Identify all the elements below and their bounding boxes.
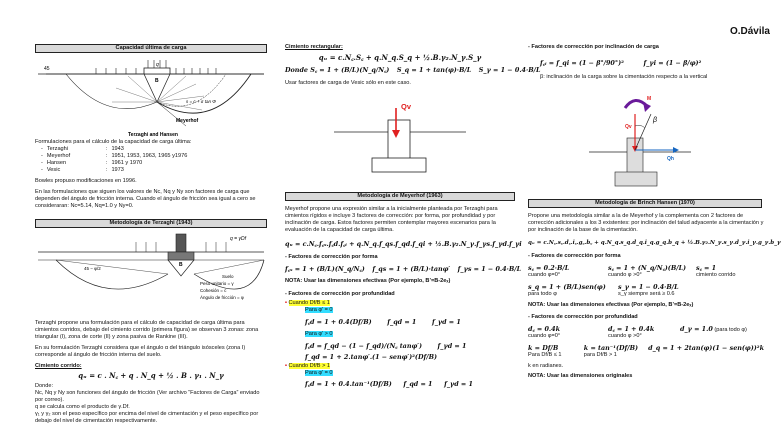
case1b-label: Para φ′ > 0 [305, 330, 333, 337]
fig-beta: β [653, 117, 657, 124]
section-title-meyerhof: Metodología de Meyerhof (1963) [285, 192, 515, 201]
depth-row-1 [305, 318, 515, 327]
sq-formula: s_q = 1 + (B/L)sen(φ) [528, 282, 606, 291]
dg-formula: d_γ = 1.0 [680, 324, 713, 333]
fgs-formula: f_γs = 1 − 0.4·B/L [457, 264, 522, 273]
k-2-formula: k = tan⁻¹(Df/B) [583, 343, 639, 352]
author-row: - Meyerhof : 1951, 1953, 1963, 1965 y1976 [41, 153, 191, 160]
cimiento-corrido-title: Cimiento corrido: [35, 362, 82, 369]
fci-formula: f꜀ᵢ = f_qi = (1 − β°/90°)² [540, 58, 624, 67]
dc-1-cond: cuando φ=0° [528, 332, 561, 339]
fqd-2: f_qd = 1 + 2.tanφ′.(1 − senφ′)²(Df/B) [305, 352, 437, 361]
fig1-q: q [156, 62, 159, 68]
bh-shape-row-2 [528, 283, 764, 298]
shape-factors-row [285, 65, 541, 75]
bh-nota-2: NOTA: Usar las dimensiones originales [528, 372, 633, 379]
bh-shape-row-1 [528, 264, 764, 279]
fcd-3: f꜀d = 1 + 0.4.tan⁻¹(Df/B) [305, 379, 392, 388]
incl-title: Factores de corrección por inclinación de carga [531, 44, 659, 50]
meyer-shape-title: Factores de corrección por forma [288, 253, 378, 260]
section-title-brinch-hansen: Metodología de Brinch Hansen (1970) [528, 199, 762, 208]
sg-cond: s_γ siempre será ≥ 0.6 [618, 290, 675, 297]
bh-formula: qᵤ = c.N꜀.s꜀.d꜀.i꜀.g꜀.b꜀ + q.N_q.s_q.d_q.i_q.g_q.b_q + ½.B.γ₂.N_γ.s_γ.d_γ.i_γ.g_γ.b_γ [528, 239, 781, 246]
sq-cond: para todo φ [528, 290, 557, 297]
fig2-suelo: Suelo [222, 274, 234, 279]
sc-2-formula: s꜀ = 1 + (N_q/N꜀)(B/L) [608, 263, 687, 272]
k-1-cond: Para Df/B ≤ 1 [528, 351, 562, 358]
fqs-formula: f_qs = 1 + (B/L)·tanφ′ [372, 264, 451, 273]
fig-Qh: Qh [667, 156, 674, 162]
vesic-note: Usar factores de carga de Vesic sólo en este caso. [285, 79, 411, 86]
bh-shape-title: Factores de corrección por forma [531, 252, 621, 259]
fgd-1: f_γd = 1 [431, 317, 461, 326]
bh-nota-1: NOTA: Usar las dimensiones efectivas (Por ejemplo, B’=B-2eₓ) [528, 301, 694, 308]
fig1-B: B [155, 78, 159, 84]
case2a-label: Para φ′ = 0 [305, 369, 333, 376]
authors-table [41, 146, 191, 174]
sc-1-formula: s꜀ = 0.2·B/L [528, 263, 570, 272]
author-name-cell: Meyerhof [46, 152, 71, 159]
depth-row-3 [305, 380, 515, 389]
meyerhof-block: Meyerhof propone una expresión similar a la inicialmente planteada por Terzaghi para cimientos rígidos e incluye 3 factores de corrección: por forma, por profundidad y por inclinación de carga. Estos factores permiten contemplar mayores escenarios para la evaluación de la capacidad de carga última. qᵤ = c.N꜀.f꜀ₛ.f꜀d.f꜀ᵢ + q.N_q.f_qs.f_qd.f_qi + ½.B.γ₂.N_γ.f_γs.f_γd.f_γi - Factores de corrección por forma f꜀ₛ = 1 + (B/L)(N_q/N꜀) f_qs = 1 + (B/L)·tanφ′ f_γs = 1 − 0.4·B/L NOTA: Usar las dimensiones efectivas (Por ejemplo, B’=B-2eₓ) - Factores de corrección por profundidad • Cuando Df/B ≤ 1 Para φ′ = 0 f꜀d = 1 + 0.4(Df/B) f_qd = 1 f_γd = 1 Para φ′ > 0 f꜀d = f_qd − (1 − f_qd)/(N꜀ tanφ′) f_γd = 1 f_qd = 1 + 2.tanφ′.(1 − senφ′)²(Df/B) • Cuando Df/B > 1 Para φ′ = 0 f꜀d = 1 + 0.4.tan⁻¹(Df/B) f_qd = 1 f_γd = 1 [285, 206, 522, 388]
sc-3-formula: s꜀ = 1 [696, 263, 717, 272]
section-title-capacidad: Capacidad última de carga [35, 44, 267, 53]
fig-M: M [647, 96, 652, 102]
inclination-block: - Factores de corrección por inclinación de carga f꜀ᵢ = f_qi = (1 − β°/90°)² f_γi = (1 − β/φ)² β: inclinación de la carga sobre la cimentación respecto a la vertical [528, 44, 764, 81]
dc-1-formula: d꜀ = 0.4k [528, 324, 561, 333]
case1a-label: Para φ′ = 0 [305, 306, 333, 313]
meyer-shape-row [285, 264, 522, 274]
donde-item-3: γ₁ y γ₂ son el peso específico por encima del nivel de cimentación y el peso específico por debajo del nivel de cimentación respectivamente. [35, 410, 259, 424]
donde-item-1: Nc, Nq y Ny son funciones del ángulo de fricción (Ver archivo “Factores de Carga” enviado por correo). [35, 389, 260, 403]
fcd-1: f꜀d = 1 + 0.4(Df/B) [305, 317, 372, 326]
author-name-cell: Vesic [46, 166, 61, 173]
k-2-cond: para Df/B > 1 [583, 351, 617, 358]
fig2-B: B [179, 262, 183, 268]
fig1-deg45: 45 [44, 66, 50, 72]
case2-label: Cuando Df/B > 1 [288, 362, 331, 369]
sg-formula: s_γ = 1 − 0.4·B/L [618, 282, 679, 291]
bowles-note: Bowles propuso modificaciones en 1996. [35, 177, 137, 184]
meyerhof-formula: qᵤ = c.N꜀.f꜀ₛ.f꜀d.f꜀ᵢ + q.N_q.f_qs.f_qd.f_qi + ½.B.γ₂.N_γ.f_γs.f_γd.f_γi [285, 239, 522, 248]
fgd-2: f_γd = 1 [437, 341, 467, 350]
dg-cond: (para todo φ) [714, 326, 747, 333]
bh-depth-row-2 [528, 344, 764, 359]
radians-note: k en radianes. [528, 362, 564, 369]
bh-paragraph: Propone una metodología similar a la de Meyerhof y la complementa con 2 factores de corrección adicionales a los 3 existentes: por inclinación del talud adyacente a la cimentación y por inclinación de la base de la cimentación. [528, 213, 764, 233]
fig-Qv: Qv [625, 124, 632, 130]
author-row: - Hansen : 1961 y 1970 [41, 160, 191, 167]
fig1-caption: Terzaghi and Hansen [128, 132, 178, 138]
fgi-formula: f_γi = (1 − β/φ)² [643, 58, 702, 67]
fcd-2: f꜀d = f_qd − (1 − f_qd)/(N꜀ tanφ′) [305, 341, 422, 350]
donde-item-2: q se calcula como el producto de γ.Df. [35, 403, 130, 410]
sg-formula: S_γ = 1 − 0.4·B/L [478, 65, 541, 74]
sc-3-cond: cimiento corrido [696, 271, 736, 278]
meyer-nota-text: NOTA: Usar las dimensiones efectivas (Por ejemplo, B’=B-2eₓ) [285, 277, 451, 284]
dq-formula: d_q = 1 + 2tan(φ)(1 − sen(φ))²k [648, 343, 764, 352]
bearing-capacity-failure-figure [36, 54, 266, 138]
author-name: O.Dávila [729, 26, 770, 37]
terzaghi-paragraph-1: Terzaghi propone una formulación para el cálculo de capacidad de carga última para cimientos corridos, debajo del cimiento corrido (primera figura) se observan 3 zonas: zona triangular (I), zona de corte (II) y zona pasiva de Rankine (III). [35, 320, 259, 340]
author-years-cell: 1961 y 1970 [111, 159, 143, 166]
rect-title: Cimiento rectangular: [285, 44, 343, 50]
author-years-cell: 1943 [111, 145, 124, 152]
fig2-peso: Peso unitario = γ [200, 281, 234, 286]
meyerhof-paragraph: Meyerhof propone una expresión similar a la inicialmente planteada por Terzaghi para cimientos rígidos e incluye 3 factores de corrección: por forma, por profundidad y por inclinación de carga. Estos factores permiten contemplar mayores escenarios para la evaluación de la capacidad de carga última. [285, 206, 498, 233]
formulations-block [35, 139, 267, 210]
terzaghi-failure-figure [36, 230, 266, 318]
fig2-q: q = γDf [230, 236, 246, 242]
author-years-cell: 1973 [111, 166, 124, 173]
load-factors-paragraph: En las formulaciones que siguen los valores de Nc, Nq y Ny son factores de carga que dependen del ángulo de fricción interna. Cuando el ángulo de fricción sea igual a cero se consideraran: Nc=5.14, Nq=1.0 y Ny=0. [35, 188, 256, 209]
k-1-formula: k = Df/B [528, 343, 559, 352]
sc-1-cond: cuando φ=0° [528, 271, 561, 278]
fig2-angulo: Ángulo de fricción = φ [200, 295, 244, 300]
sc-2-cond: cuando φ >0° [608, 271, 642, 278]
fqd-3: f_qd = 1 [403, 379, 433, 388]
terzaghi-paragraph-2: En su formulación Terzaghi considera que el ángulo α del triángulo isósceles (zona I) corresponde al ángulo de fricción interna del suelo. [35, 344, 246, 358]
formulations-intro: Formulaciones para el cálculo de la capacidad de carga última: [35, 139, 192, 145]
beta-note: β: inclinación de la carga sobre la cimentación respecto a la vertical [540, 73, 708, 80]
author-row: - Terzaghi : 1943 [41, 146, 191, 153]
rect-block [285, 44, 541, 87]
fig2-cohesion: Cohesión = c [200, 288, 227, 293]
bh-depth-row-1 [528, 325, 764, 340]
section-title-terzaghi: Metodología de Terzaghi (1943) [35, 219, 267, 228]
fig2-deg45: 45 − φ/2 [84, 266, 101, 271]
terzaghi-formula: qᵤ = c . N꜀ + q . N_q + ½ . B . γ₁ . N_γ [78, 370, 224, 380]
brinch-hansen-block: Propone una metodología similar a la de Meyerhof y la complementa con 2 factores de corrección adicionales a los 3 existentes: por inclinación del talud adyacente a la cimentación y por inclinación de la base de la cimentación. qᵤ = c.N꜀.s꜀.d꜀.i꜀.g꜀.b꜀ + q.N_q.s_q.d_q.i_q.g_q.b_q + ½.B.γ₂.N_γ.s_γ.d_γ.i_γ.g_γ.b_γ - Factores de corrección por forma s꜀ = 0.2·B/L cuando φ=0° s꜀ = 1 + (N_q/N꜀)(B/L) cuando φ >0° s꜀ = 1 cimiento corrido s_q = 1 + (B/L)sen(φ) para todo φ s_γ = 1 − 0.4·B/L s_γ siempre será ≥ 0.6 NOTA: Usar las dimensiones efectivas (Por ejemplo, B’=B-2eₓ) - Factores de corrección por profundidad d꜀ = 0.4k cuando φ=0° d꜀ = 1 + 0.4k cuando φ >0° d_γ = 1.0 (para todo φ) k = Df/B Para Df/B ≤ 1 k = tan⁻¹(Df/B) para Df/B > 1 d_q = 1 + 2tan(φ)(1 − sen(φ))²k k en radianes. NOTA: Usar las dimensiones originales [528, 213, 781, 379]
rect-footing-figure [330, 100, 470, 186]
fgd-3: f_γd = 1 [444, 379, 473, 388]
case1-label: Cuando Df/B ≤ 1 [288, 299, 330, 306]
sq-formula: S_q = 1 + tan(φ)·B/L [396, 65, 472, 74]
author-name-cell: Hansen [46, 159, 67, 166]
fig1-meyerhof: Meyerhof [176, 118, 199, 124]
sc-formula: Donde S꜀ = 1 + (B/L)(N_q/N꜀) [285, 65, 390, 74]
author-row: - Vesic : 1973 [41, 167, 191, 174]
depth-row-2 [305, 342, 515, 351]
author-years-cell: 1951, 1953, 1963, 1965 y1976 [111, 152, 188, 159]
author-name-cell: Terzaghi [46, 145, 69, 152]
qv-label: Qv [401, 102, 412, 111]
incl-formulas [540, 59, 764, 68]
bh-depth-title: Factores de corrección por profundidad [531, 313, 638, 320]
fig1-eq: s = c + σ tan Φ [186, 99, 216, 104]
fcs-formula: f꜀ₛ = 1 + (B/L)(N_q/N꜀) [285, 264, 365, 273]
dc-2-cond: cuando φ >0° [608, 332, 642, 339]
donde-label: Donde: [35, 382, 54, 389]
meyer-nota [285, 278, 515, 285]
terzaghi-text [35, 320, 267, 425]
inclined-load-figure [585, 92, 695, 196]
fqd-1: f_qd = 1 [387, 317, 417, 326]
dc-2-formula: d꜀ = 1 + 0.4k [608, 324, 655, 333]
meyer-depth-title: Factores de corrección por profundidad [288, 290, 395, 297]
rect-formula: qᵤ = c.N꜀.S꜀ + q.N_q.S_q + ½.B.γ₂.N_γ.S_γ [318, 52, 482, 62]
